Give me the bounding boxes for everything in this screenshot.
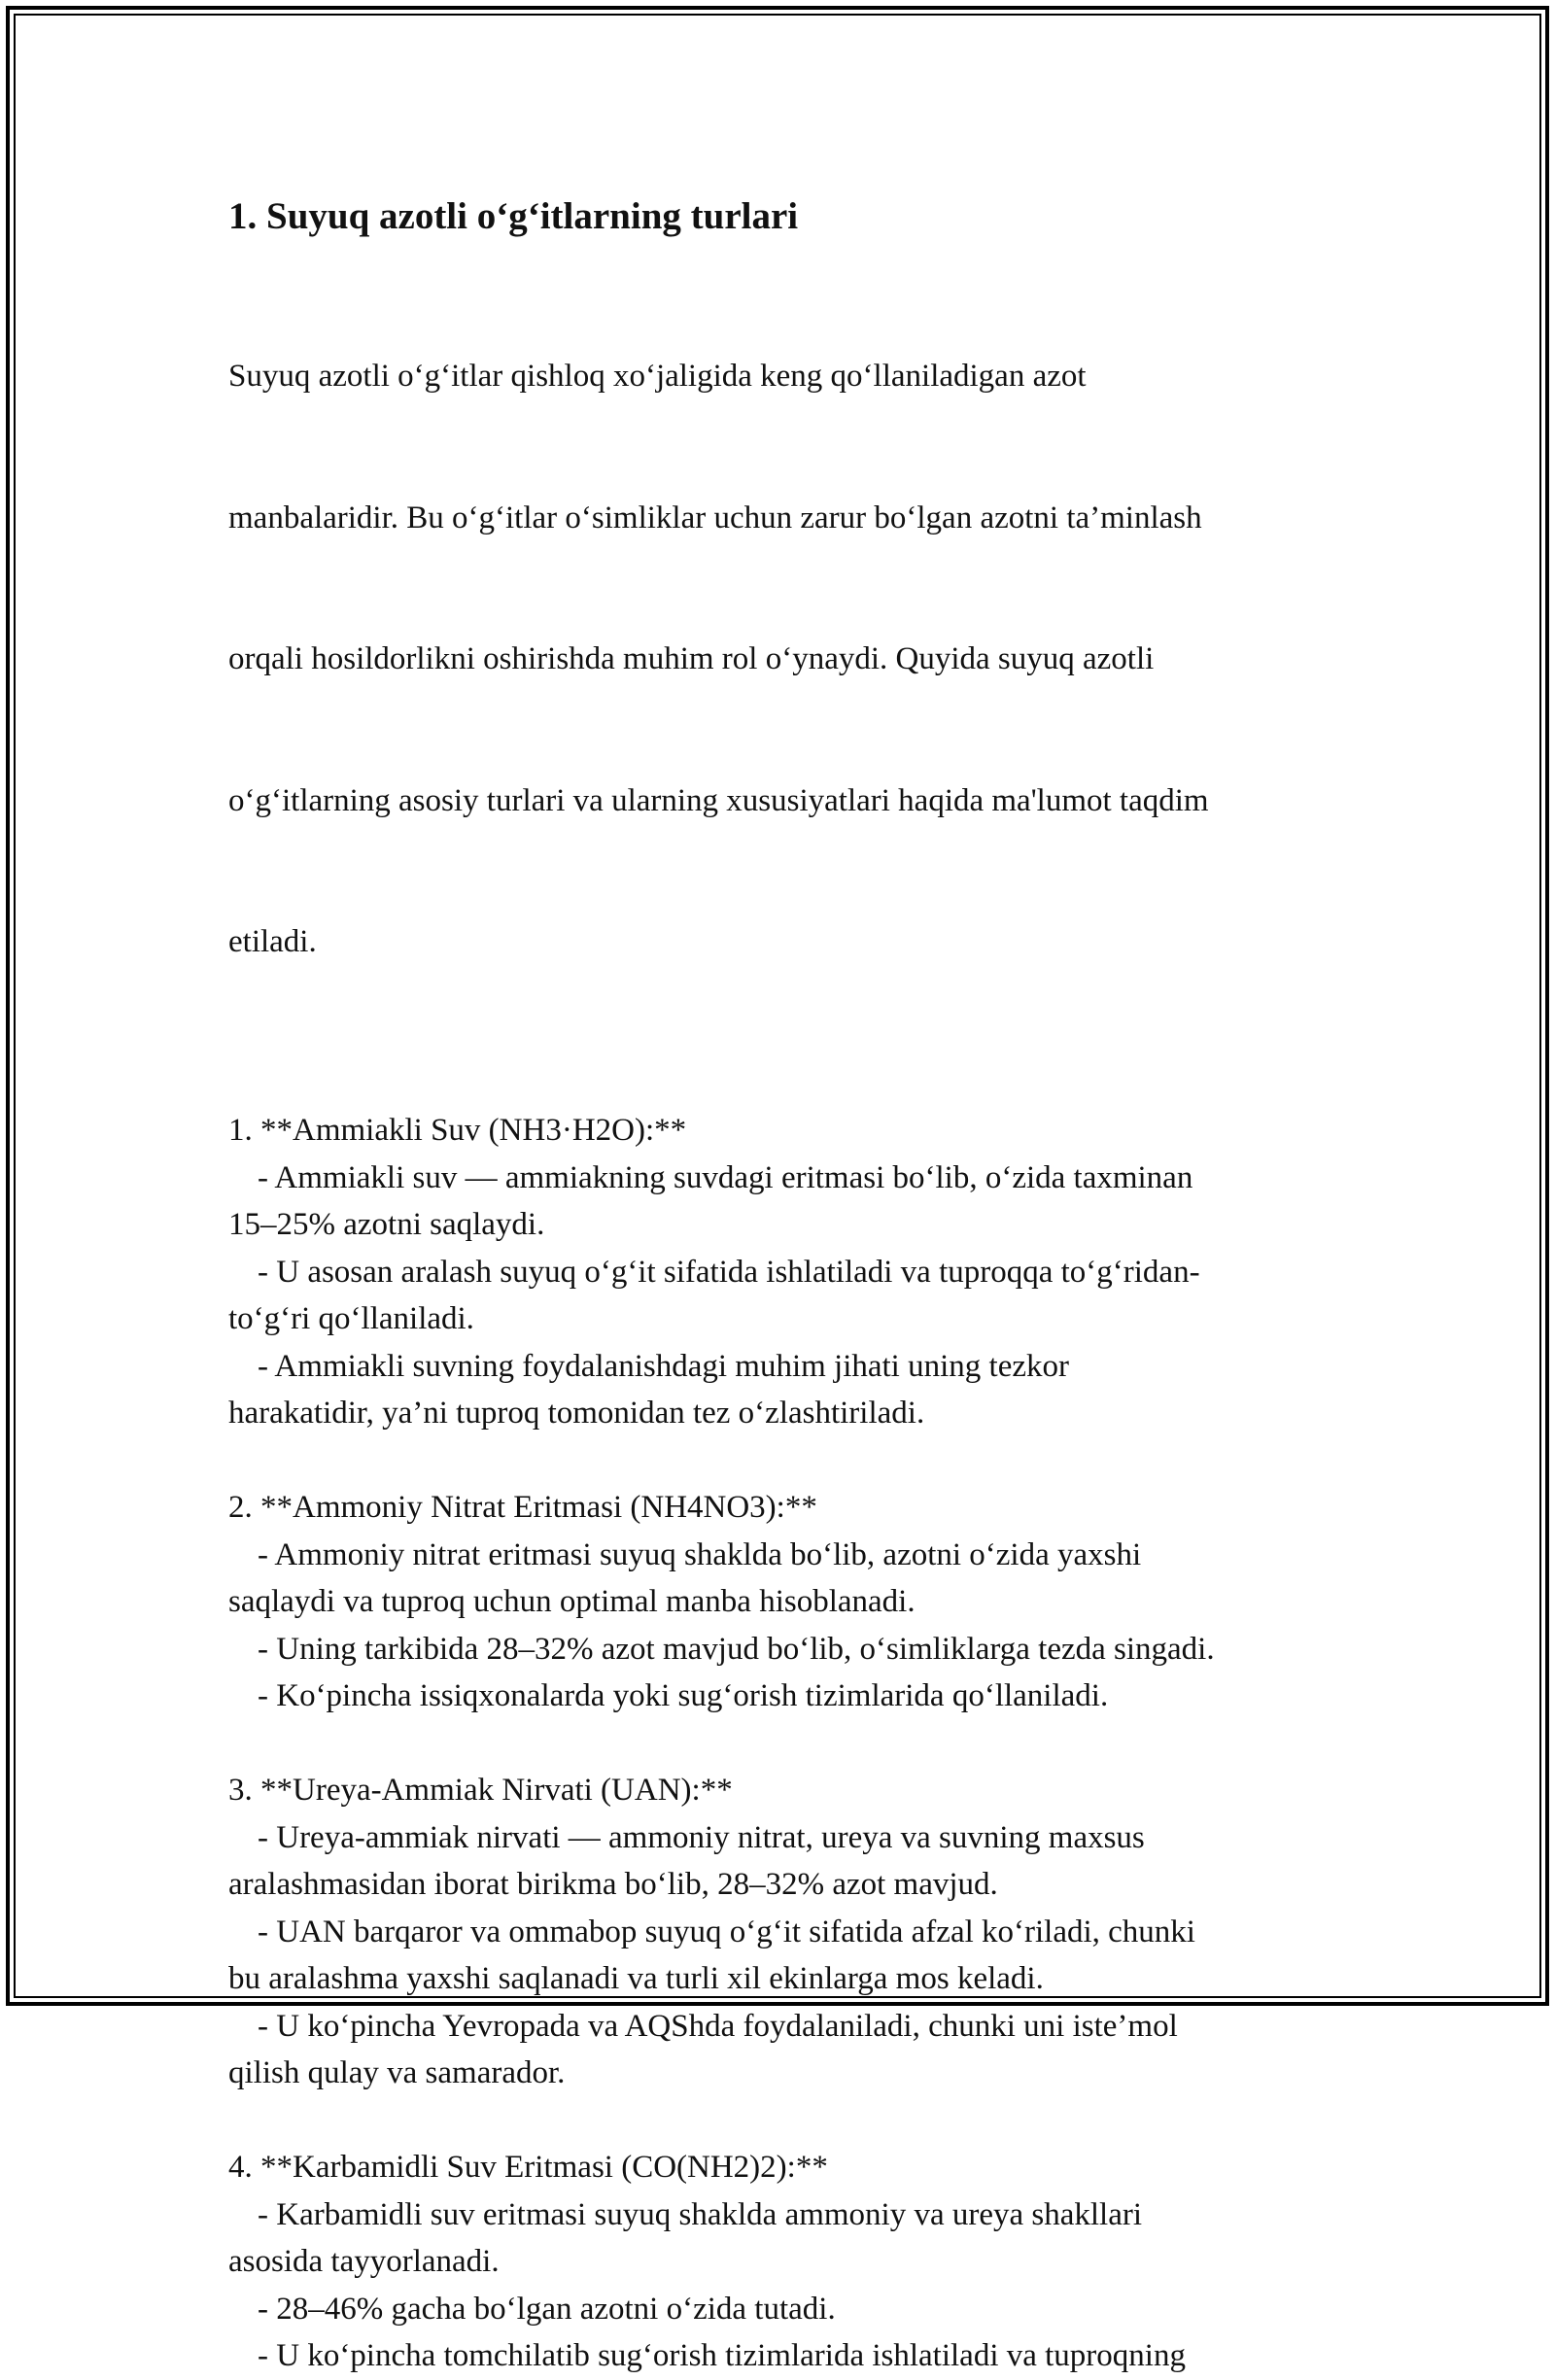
intro-line: etiladi.	[228, 924, 317, 959]
bullet-line: - Ureya-ammiak nirvati — ammoniy nitrat, ureya va suvning maxsus	[258, 1819, 1145, 1855]
section-heading: 4. **Karbamidli Suv Eritmasi (CO(NH2)2):**	[228, 2150, 828, 2185]
bullet-line: - 28–46% gacha bo‘lgan azotni o‘zida tutadi.	[258, 2291, 836, 2327]
intro-line: o‘g‘itlarning asosiy turlari va ularning xususiyatlari haqida ma'lumot taqdim	[228, 782, 1209, 818]
spacer	[228, 1437, 1327, 1485]
continuation-line: aralashmasidan iborat birikma bo‘lib, 28–32% azot mavjud.	[228, 1867, 998, 1902]
continuation-line: saqlaydi va tuproq uchun optimal manba hisoblanadi.	[228, 1584, 916, 1619]
continuation-line: harakatidir, ya’ni tuproq tomonidan tez o‘zlashtiriladi.	[228, 1396, 925, 1431]
section-heading: 1. **Ammiakli Suv (NH3·H2O):**	[228, 1113, 687, 1148]
bullet-line: - Ko‘pincha issiqxonalarda yoki sug‘orish tizimlarida qo‘llaniladi.	[258, 1678, 1109, 1713]
document-body	[228, 175, 1327, 2380]
continuation-line: asosida tayyorlanadi.	[228, 2244, 500, 2279]
continuation-line: to‘g‘ri qo‘llaniladi.	[228, 1301, 474, 1336]
spacer	[228, 1060, 1327, 1108]
continuation-line: 15–25% azotni saqlaydi.	[228, 1207, 545, 1242]
section-uan	[228, 1767, 1327, 2097]
bullet-line: - Uning tarkibida 28–32% azot mavjud bo‘lib, o‘simliklarga tezda singadi.	[258, 1631, 1215, 1667]
bullet-line: - U ko‘pincha Yevropada va AQShda foydalaniladi, chunki uni iste’mol	[258, 2008, 1178, 2044]
section-heading: 3. **Ureya-Ammiak Nirvati (UAN):**	[228, 1773, 733, 1808]
intro-line: Suyuq azotli o‘g‘itlar qishloq xo‘jaligida keng qo‘llaniladigan azot	[228, 359, 1087, 394]
bullet-line: - U asosan aralash suyuq o‘g‘it sifatida ishlatiladi va tuproqqa to‘g‘ridan-	[258, 1254, 1200, 1290]
bullet-line: - Ammiakli suv — ammiakning suvdagi eritmasi bo‘lib, o‘zida taxminan	[258, 1159, 1193, 1195]
document-title: 1. Suyuq azotli o‘g‘itlarning turlari	[228, 195, 799, 237]
bullet-line: - Ammoniy nitrat eritmasi suyuq shaklda bo‘lib, azotni o‘zida yaxshi	[258, 1536, 1142, 1572]
spacer	[228, 2097, 1327, 2145]
intro-line: manbalaridir. Bu o‘g‘itlar o‘simliklar uchun zarur bo‘lgan azotni ta’minlash	[228, 500, 1202, 535]
bullet-line: - Karbamidli suv eritmasi suyuq shaklda ammoniy va ureya shakllari	[258, 2196, 1143, 2232]
intro-paragraph	[228, 259, 1327, 1060]
section-ammoniy-nitrat	[228, 1484, 1327, 1720]
continuation-line: bu aralashma yaxshi saqlanadi va turli xil ekinlarga mos keladi.	[228, 1961, 1044, 1996]
section-ammiakli-suv	[228, 1107, 1327, 1437]
bullet-line: - U ko‘pincha tomchilatib sug‘orish tizimlarida ishlatiladi va tuproqning	[258, 2338, 1186, 2373]
section-karbamidli-suv	[228, 2144, 1327, 2380]
section-heading: 2. **Ammoniy Nitrat Eritmasi (NH4NO3):**	[228, 1490, 817, 1525]
bullet-line: - UAN barqaror va ommabop suyuq o‘g‘it sifatida afzal ko‘riladi, chunki	[258, 1914, 1195, 1949]
continuation-line: qilish qulay va samarador.	[228, 2055, 566, 2090]
bullet-line: - Ammiakli suvning foydalanishdagi muhim jihati uning tezkor	[258, 1348, 1069, 1384]
spacer	[228, 1720, 1327, 1768]
intro-line: orqali hosildorlikni oshirishda muhim rol o‘ynaydi. Quyida suyuq azotli	[228, 641, 1155, 676]
